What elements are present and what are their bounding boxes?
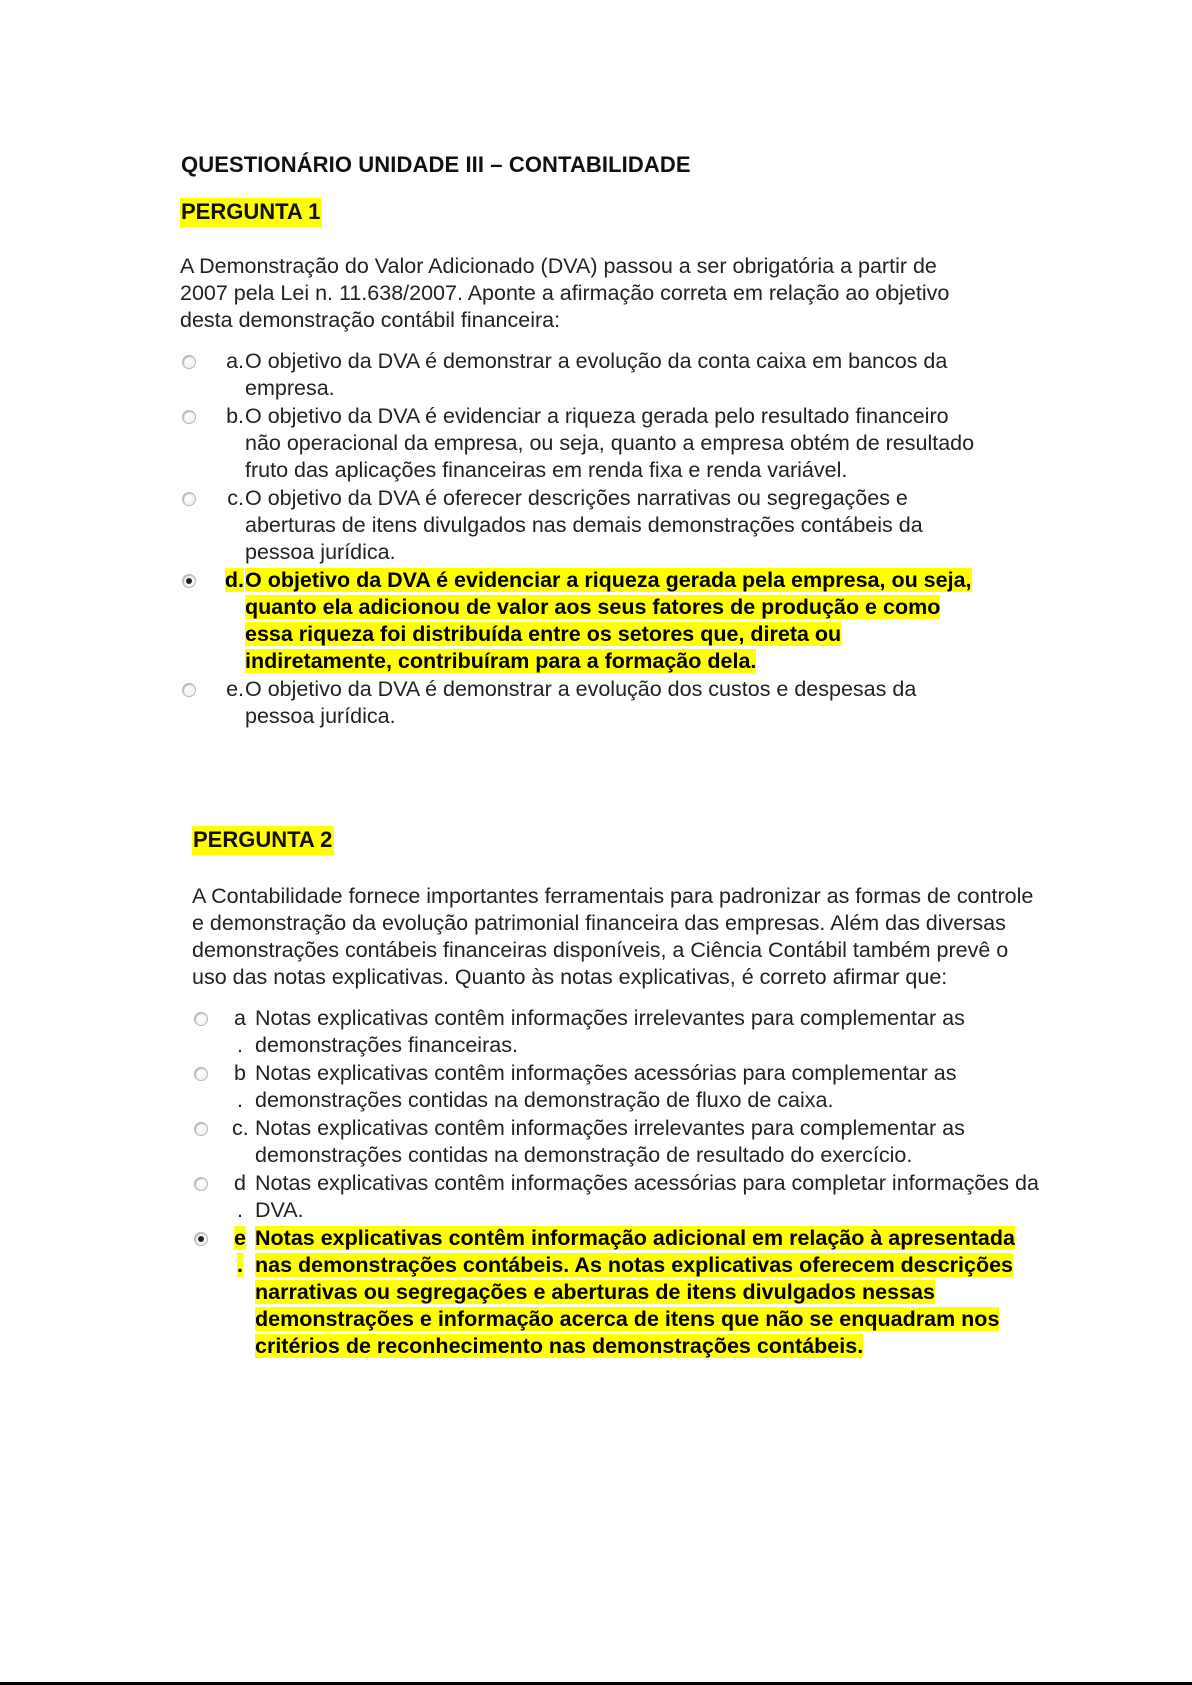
option-c[interactable] (180, 485, 1040, 566)
option-letter: d . (234, 1171, 246, 1222)
answer-options (192, 1005, 1052, 1360)
radio-button-icon[interactable] (194, 1122, 208, 1136)
option-text: Notas explicativas contêm informações irrelevantes para complementar as demonstrações contidas na demonstração de resultado do exercício. (255, 1116, 965, 1167)
option-e[interactable] (180, 676, 1040, 730)
question-1 (180, 198, 1040, 731)
option-letter: d. (224, 568, 244, 592)
option-text: Notas explicativas contêm informações acessórias para completar informações da DVA. (255, 1171, 1039, 1222)
question-text: A Contabilidade fornece importantes ferramentais para padronizar as formas de controle e demonstração da evolução patrimonial financeira das empresas. Além das diversas demonstrações contábeis financeiras disponíveis, a Ciência Contábil também prevê o uso das notas explicativas. Quanto às notas explicativas, é correto afirmar que: (192, 884, 1034, 989)
option-a[interactable] (180, 348, 1040, 402)
option-a[interactable] (192, 1005, 1052, 1059)
highlighted-answer: O objetivo da DVA é evidenciar a riqueza gerada pela empresa, ou seja, quanto ela adicionou de valor aos seus fatores de produção e como essa riqueza foi distribuída entre os setores que, direta ou indiretamente, contribuíram para a formação dela. (245, 568, 972, 673)
radio-button-checked-icon[interactable] (182, 574, 196, 588)
option-letter: a . (234, 1006, 246, 1057)
question-text: A Demonstração do Valor Adicionado (DVA) passou a ser obrigatória a partir de 2007 pela Lei n. 11.638/2007. Aponte a afirmação correta em relação ao objetivo desta demonstração contábil financeira: (180, 254, 950, 332)
option-text (254, 1225, 1045, 1360)
option-letter: e. (226, 677, 244, 701)
radio-button-icon[interactable] (194, 1067, 208, 1081)
option-letter: e . (234, 1226, 246, 1277)
option-text: O objetivo da DVA é demonstrar a evolução dos custos e despesas da pessoa jurídica. (245, 677, 917, 728)
option-b[interactable] (192, 1060, 1052, 1114)
option-d-selected[interactable] (180, 567, 1040, 675)
option-c[interactable] (192, 1115, 1052, 1169)
radio-button-icon[interactable] (194, 1177, 208, 1191)
option-text: Notas explicativas contêm informações acessórias para complementar as demonstrações contidas na demonstração de fluxo de caixa. (255, 1061, 957, 1112)
option-letter: c. (227, 486, 244, 510)
option-text: O objetivo da DVA é evidenciar a riqueza gerada pelo resultado financeiro não operacional da empresa, ou seja, quanto a empresa obtém de resultado fruto das aplicações financeiras em renda fixa e renda variável. (245, 404, 975, 482)
option-text (244, 567, 985, 675)
question-label: PERGUNTA 2 (192, 826, 334, 855)
question-2 (192, 826, 1052, 1361)
option-text: O objetivo da DVA é oferecer descrições narrativas ou segregações e aberturas de itens divulgados nas demais demonstrações contábeis da pessoa jurídica. (245, 486, 923, 564)
highlighted-answer: Notas explicativas contêm informação adicional em relação à apresentada nas demonstrações contábeis. As notas explicativas oferecem descrições narrativas ou segregações e aberturas de itens divulgados nessas demonstrações e informação acerca de itens que não se enquadram nos critérios de reconhecimento nas demonstrações contábeis. (255, 1226, 1015, 1358)
option-b[interactable] (180, 403, 1040, 484)
option-text: O objetivo da DVA é demonstrar a evolução da conta caixa em bancos da empresa. (245, 349, 948, 400)
option-letter: a. (226, 349, 244, 373)
option-d[interactable] (192, 1170, 1052, 1224)
option-text: Notas explicativas contêm informações irrelevantes para complementar as demonstrações financeiras. (255, 1006, 965, 1057)
option-letter: c. (232, 1116, 249, 1140)
radio-button-icon[interactable] (182, 355, 196, 369)
radio-button-checked-icon[interactable] (194, 1232, 208, 1246)
option-letter: b . (234, 1061, 246, 1112)
option-e-selected[interactable] (192, 1225, 1052, 1360)
question-label: PERGUNTA 1 (180, 198, 322, 227)
radio-button-icon[interactable] (182, 492, 196, 506)
radio-button-icon[interactable] (182, 410, 196, 424)
radio-button-icon[interactable] (194, 1012, 208, 1026)
radio-button-icon[interactable] (182, 683, 196, 697)
answer-options (180, 348, 1040, 730)
option-letter: b. (226, 404, 244, 428)
page-title: QUESTIONÁRIO UNIDADE III – CONTABILIDADE (181, 152, 691, 177)
